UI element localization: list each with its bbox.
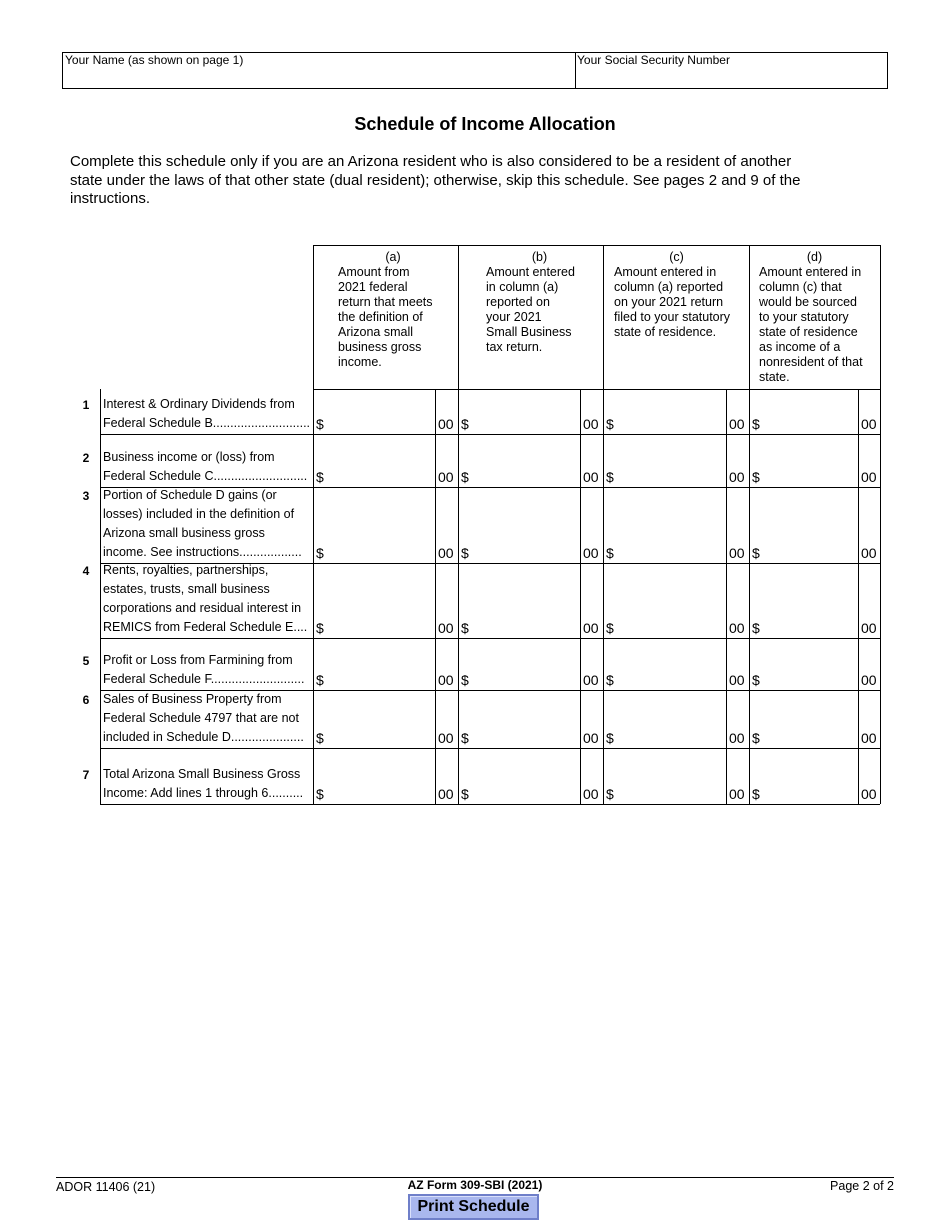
cents-divider xyxy=(580,487,581,563)
amount-input[interactable] xyxy=(617,543,726,563)
cents-divider xyxy=(858,389,859,434)
line-description-text: Federal Schedule B............................ xyxy=(103,416,311,430)
cents-value: 00 xyxy=(438,730,454,746)
column-header-line: as income of a xyxy=(759,340,841,354)
amount-input[interactable] xyxy=(763,414,858,434)
line-description-text: estates, trusts, small business xyxy=(103,582,270,596)
cents-value: 00 xyxy=(583,672,599,688)
cents-value: 00 xyxy=(729,786,745,802)
cents-value: 00 xyxy=(729,620,745,636)
amount-input[interactable] xyxy=(472,467,580,487)
line-description-text: Federal Schedule C........................... xyxy=(103,469,308,483)
dollar-sign: $ xyxy=(752,786,760,802)
column-header-line: your 2021 xyxy=(486,310,542,324)
line-description-text: Profit or Loss from Farmining from xyxy=(103,653,293,667)
amount-input[interactable] xyxy=(327,543,435,563)
cents-value: 00 xyxy=(729,672,745,688)
ssn-input[interactable] xyxy=(577,69,881,88)
dollar-sign: $ xyxy=(461,672,469,688)
column-header-line: to your statutory xyxy=(759,310,849,324)
cents-divider xyxy=(726,563,727,638)
dollar-sign: $ xyxy=(461,620,469,636)
column-header-line: in column (a) xyxy=(486,280,559,294)
column-header xyxy=(759,250,876,385)
cents-value: 00 xyxy=(438,672,454,688)
column-header xyxy=(614,250,745,340)
dollar-sign: $ xyxy=(461,469,469,485)
print-schedule-button[interactable]: Print Schedule xyxy=(408,1194,539,1220)
line-description xyxy=(103,690,311,747)
dollar-sign: $ xyxy=(606,545,614,561)
dollar-sign: $ xyxy=(606,730,614,746)
cents-divider xyxy=(435,748,436,804)
cents-value: 00 xyxy=(861,545,877,561)
amount-input[interactable] xyxy=(472,784,580,804)
cents-value: 00 xyxy=(438,416,454,432)
cents-divider xyxy=(726,389,727,434)
cents-value: 00 xyxy=(583,545,599,561)
cents-value: 00 xyxy=(583,620,599,636)
column-rule xyxy=(603,245,604,804)
cents-value: 00 xyxy=(438,545,454,561)
column-header-line: column (c) that xyxy=(759,280,842,294)
column-rule xyxy=(749,245,750,804)
line-number: 4 xyxy=(82,564,90,578)
line-description-text: Business income or (loss) from xyxy=(103,450,275,464)
cents-divider xyxy=(858,690,859,748)
cents-value: 00 xyxy=(583,730,599,746)
line-description-text: included in Schedule D..................... xyxy=(103,730,304,744)
column-header-line: Amount entered in xyxy=(614,265,717,279)
dollar-sign: $ xyxy=(316,786,324,802)
dollar-sign: $ xyxy=(606,620,614,636)
line-number: 6 xyxy=(82,693,90,707)
line-description-text: Interest & Ordinary Dividends from xyxy=(103,397,295,411)
label-column-rule xyxy=(100,389,101,804)
column-letter: (a) xyxy=(385,250,401,264)
cents-value: 00 xyxy=(583,416,599,432)
column-letter: (d) xyxy=(806,250,823,264)
cents-divider xyxy=(435,638,436,690)
amount-input[interactable] xyxy=(763,467,858,487)
column-header xyxy=(338,250,454,370)
cents-value: 00 xyxy=(861,786,877,802)
name-input[interactable] xyxy=(65,69,569,88)
column-header-line: tax return. xyxy=(486,340,543,354)
line-number: 3 xyxy=(82,489,90,503)
column-header-line: Amount entered in xyxy=(759,265,862,279)
amount-input[interactable] xyxy=(763,543,858,563)
column-header-line: would be sourced xyxy=(759,295,857,309)
dollar-sign: $ xyxy=(461,416,469,432)
column-header-line: state. xyxy=(759,370,790,384)
cents-divider xyxy=(435,487,436,563)
amount-input[interactable] xyxy=(763,784,858,804)
ssn-label: Your Social Security Number xyxy=(577,53,730,67)
column-header-line: income. xyxy=(338,355,382,369)
dollar-sign: $ xyxy=(461,730,469,746)
intro-line: instructions. xyxy=(70,190,151,207)
amount-input[interactable] xyxy=(763,728,858,748)
row-bottom-rule xyxy=(100,748,880,749)
cents-value: 00 xyxy=(438,786,454,802)
dollar-sign: $ xyxy=(752,469,760,485)
line-description xyxy=(103,561,311,637)
column-header-line: reported on xyxy=(486,295,550,309)
ssn-cell xyxy=(575,53,887,88)
amount-input[interactable] xyxy=(472,670,580,690)
dollar-sign: $ xyxy=(316,469,324,485)
line-number: 5 xyxy=(82,654,90,668)
column-header-line: the definition of xyxy=(338,310,423,324)
cents-divider xyxy=(858,638,859,690)
line-description-text: losses) included in the definition of xyxy=(103,507,295,521)
amount-input[interactable] xyxy=(617,467,726,487)
dollar-sign: $ xyxy=(316,620,324,636)
cents-value: 00 xyxy=(861,730,877,746)
cents-value: 00 xyxy=(861,672,877,688)
cents-value: 00 xyxy=(438,620,454,636)
cents-value: 00 xyxy=(729,730,745,746)
dollar-sign: $ xyxy=(606,416,614,432)
amount-input[interactable] xyxy=(327,414,435,434)
column-header xyxy=(486,250,599,355)
line-description xyxy=(103,486,311,562)
column-rule xyxy=(458,245,459,804)
table-head-bottom-rule xyxy=(313,389,880,390)
column-header-line: Arizona small xyxy=(338,325,414,339)
amount-input[interactable] xyxy=(617,784,726,804)
name-label: Your Name (as shown on page 1) xyxy=(65,53,244,67)
line-description-text: Rents, royalties, partnerships, xyxy=(103,563,269,577)
cents-divider xyxy=(726,638,727,690)
form-code: ADOR 11406 (21) xyxy=(56,1180,156,1194)
line-description-text: income. See instructions.................. xyxy=(103,545,302,559)
cents-divider xyxy=(580,389,581,434)
intro-line: Complete this schedule only if you are an Arizona resident who is also considered to be a resident of another xyxy=(70,153,792,170)
column-header-line: on your 2021 return xyxy=(614,295,724,309)
line-description-text: Federal Schedule 4797 that are not xyxy=(103,711,299,725)
line-description-text: REMICS from Federal Schedule E.... xyxy=(103,620,308,634)
cents-divider xyxy=(858,748,859,804)
dollar-sign: $ xyxy=(316,416,324,432)
cents-divider xyxy=(435,434,436,487)
line-description xyxy=(103,395,311,433)
amount-input[interactable] xyxy=(327,618,435,638)
column-rule xyxy=(313,245,314,804)
amount-input[interactable] xyxy=(617,618,726,638)
column-header-line: Amount from xyxy=(338,265,410,279)
column-header-line: column (a) reported xyxy=(614,280,724,294)
amount-input[interactable] xyxy=(763,618,858,638)
cents-value: 00 xyxy=(861,416,877,432)
line-description xyxy=(103,651,311,689)
cents-divider xyxy=(726,487,727,563)
cents-divider xyxy=(435,563,436,638)
cents-divider xyxy=(580,434,581,487)
dollar-sign: $ xyxy=(461,786,469,802)
row-bottom-rule xyxy=(100,638,880,639)
dollar-sign: $ xyxy=(752,545,760,561)
cents-divider xyxy=(580,748,581,804)
cents-divider xyxy=(726,748,727,804)
line-number: 1 xyxy=(82,398,90,412)
line-description-text: Portion of Schedule D gains (or xyxy=(103,488,277,502)
cents-divider xyxy=(858,487,859,563)
cents-divider xyxy=(858,563,859,638)
column-header-line: Amount entered xyxy=(486,265,575,279)
column-letter: (b) xyxy=(531,250,548,264)
table-head-top-rule xyxy=(313,245,880,246)
amount-input[interactable] xyxy=(472,414,580,434)
column-header-line: 2021 federal xyxy=(338,280,408,294)
column-header-line: state of residence. xyxy=(614,325,717,339)
cents-divider xyxy=(580,563,581,638)
dollar-sign: $ xyxy=(316,545,324,561)
page-title: Schedule of Income Allocation xyxy=(354,114,616,134)
dollar-sign: $ xyxy=(752,416,760,432)
cents-divider xyxy=(580,690,581,748)
amount-input[interactable] xyxy=(472,728,580,748)
dollar-sign: $ xyxy=(752,620,760,636)
amount-input[interactable] xyxy=(327,670,435,690)
dollar-sign: $ xyxy=(461,545,469,561)
amount-input[interactable] xyxy=(472,618,580,638)
name-cell xyxy=(63,53,576,88)
column-header-line: Small Business xyxy=(486,325,572,339)
page-number: Page 2 of 2 xyxy=(830,1179,894,1193)
line-number: 2 xyxy=(82,451,90,465)
column-header-line: nonresident of that xyxy=(759,355,863,369)
dollar-sign: $ xyxy=(606,786,614,802)
cents-value: 00 xyxy=(583,469,599,485)
line-number: 7 xyxy=(82,768,90,782)
dollar-sign: $ xyxy=(752,672,760,688)
amount-input[interactable] xyxy=(327,784,435,804)
dollar-sign: $ xyxy=(316,730,324,746)
cents-divider xyxy=(726,690,727,748)
line-description xyxy=(103,448,311,486)
amount-input[interactable] xyxy=(327,728,435,748)
column-header-line: business gross xyxy=(338,340,422,354)
cents-divider xyxy=(580,638,581,690)
intro-line: state under the laws of that other state (dual resident); otherwise, skip this schedule. See pages 2 and 9 of the xyxy=(70,171,801,189)
amount-input[interactable] xyxy=(472,543,580,563)
intro-text xyxy=(70,153,860,209)
cents-divider xyxy=(858,434,859,487)
cents-value: 00 xyxy=(583,786,599,802)
dollar-sign: $ xyxy=(316,672,324,688)
line-description-text: Income: Add lines 1 through 6.......... xyxy=(103,786,304,800)
column-header-line: state of residence xyxy=(759,325,858,339)
cents-divider xyxy=(726,434,727,487)
column-header-line: return that meets xyxy=(338,295,433,309)
amount-input[interactable] xyxy=(327,467,435,487)
form-name: AZ Form 309-SBI (2021) xyxy=(407,1178,543,1192)
cents-value: 00 xyxy=(861,620,877,636)
row-bottom-rule xyxy=(100,804,880,805)
amount-input[interactable] xyxy=(763,670,858,690)
cents-value: 00 xyxy=(438,469,454,485)
row-bottom-rule xyxy=(100,434,880,435)
cents-value: 00 xyxy=(729,416,745,432)
taxpayer-header xyxy=(62,52,888,89)
line-description-text: Arizona small business gross xyxy=(103,526,265,540)
dollar-sign: $ xyxy=(752,730,760,746)
cents-value: 00 xyxy=(861,469,877,485)
amount-input[interactable] xyxy=(617,728,726,748)
dollar-sign: $ xyxy=(606,469,614,485)
cents-value: 00 xyxy=(729,545,745,561)
dollar-sign: $ xyxy=(606,672,614,688)
cents-divider xyxy=(435,389,436,434)
line-description-text: Sales of Business Property from xyxy=(103,692,282,706)
cents-divider xyxy=(435,690,436,748)
line-description-text: Federal Schedule F........................... xyxy=(103,672,305,686)
line-description xyxy=(103,765,311,803)
column-header-line: filed to your statutory xyxy=(614,310,731,324)
line-description-text: Total Arizona Small Business Gross xyxy=(103,767,301,781)
line-description-text: corporations and residual interest in xyxy=(103,601,302,615)
amount-input[interactable] xyxy=(617,414,726,434)
amount-input[interactable] xyxy=(617,670,726,690)
cents-value: 00 xyxy=(729,469,745,485)
column-rule xyxy=(880,245,881,804)
column-letter: (c) xyxy=(669,250,684,264)
